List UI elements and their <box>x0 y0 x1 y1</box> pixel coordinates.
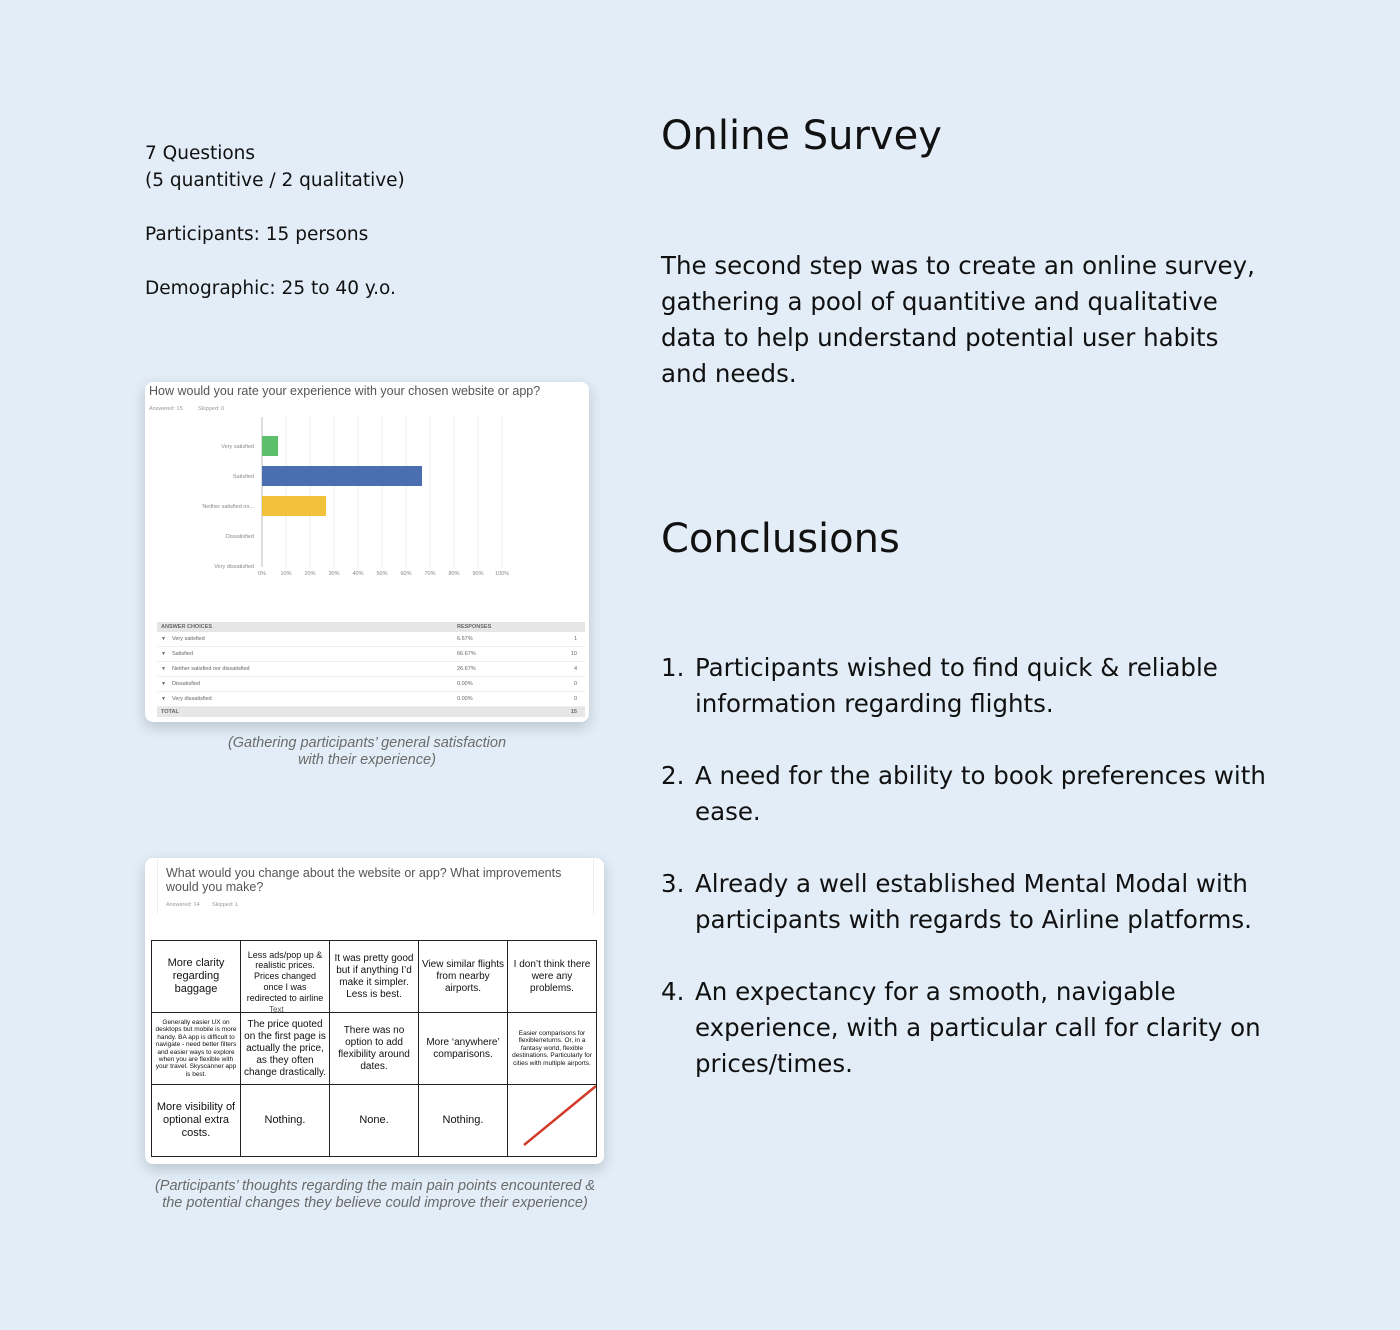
grid-cell: I don’t think there were any problems. <box>508 941 597 1013</box>
bar <box>262 466 422 486</box>
chart-caption <box>145 735 589 769</box>
improvements-card <box>145 858 604 1164</box>
text-label: Text <box>269 1005 284 1015</box>
satisfaction-bar-chart <box>145 382 589 612</box>
caret-down-icon: ▼ <box>161 636 166 642</box>
improvements-question-line2: would you make? <box>166 880 264 894</box>
caret-down-icon: ▼ <box>161 681 166 687</box>
improvements-question <box>166 866 566 894</box>
grid-cell: There was no option to add flexibility around dates. <box>330 1013 419 1085</box>
online-survey-paragraph: The second step was to create an online survey, gathering a pool of quantitive and qualitative data to help understand potential user habits and needs. <box>661 251 1255 388</box>
conclusion-number: 3. <box>661 869 685 898</box>
x-tick-label: 70% <box>424 571 436 577</box>
answer-percent: 0.00% <box>457 681 473 687</box>
answer-row <box>157 692 585 707</box>
answer-table-header <box>157 622 585 632</box>
grid-cell: More ‘anywhere’ comparisons. <box>419 1013 508 1085</box>
answer-percent: 0.00% <box>457 696 473 702</box>
x-tick-label: 10% <box>280 571 292 577</box>
x-tick-label: 80% <box>448 571 460 577</box>
online-survey-title: Online Survey <box>661 113 942 159</box>
improvements-answered: Answered: 14 <box>166 902 200 908</box>
answer-count: 1 <box>573 636 577 642</box>
grid-caption <box>140 1178 610 1212</box>
x-tick-label: 100% <box>494 571 510 577</box>
conclusions-title: Conclusions <box>661 516 900 562</box>
x-tick-label: 20% <box>304 571 316 577</box>
answer-row <box>157 662 585 677</box>
answer-percent: 6.67% <box>457 636 473 642</box>
answer-row <box>157 632 585 647</box>
bar <box>262 436 278 456</box>
answer-count: 10 <box>570 651 577 657</box>
category-label: Neither satisfied no... <box>202 504 254 510</box>
grid-cell-empty <box>508 1085 597 1157</box>
x-tick-label: 40% <box>352 571 364 577</box>
answer-count: 0 <box>573 696 577 702</box>
x-tick-label: 60% <box>400 571 412 577</box>
answer-table <box>157 622 585 717</box>
conclusion-number: 1. <box>661 653 685 682</box>
answer-percent: 26.67% <box>457 666 476 672</box>
category-label: Dissatisfied <box>225 534 254 540</box>
grid-cell: More visibility of optional extra costs. <box>152 1085 241 1157</box>
x-tick-label: 50% <box>376 571 388 577</box>
conclusion-text: An expectancy for a smooth, navigable experience, with a particular call for clarity on prices/times. <box>695 977 1261 1078</box>
conclusion-item <box>661 650 1281 722</box>
questions-count: 7 Questions <box>145 143 256 164</box>
answer-choices-header: ANSWER CHOICES <box>161 624 213 630</box>
total-count: 15 <box>570 709 577 715</box>
conclusion-number: 2. <box>661 761 685 790</box>
caret-down-icon: ▼ <box>161 696 166 702</box>
grid-cell: None. <box>330 1085 419 1157</box>
caret-down-icon: ▼ <box>161 666 166 672</box>
participants-info: Participants: 15 persons <box>145 224 369 245</box>
answer-label: ▼ Very satisfied <box>161 636 205 642</box>
answer-table-total <box>157 707 585 717</box>
satisfaction-chart-card <box>145 382 589 722</box>
grid-cell-text: Less ads/pop up & realistic prices. Prices changed once I was redirected to airline <box>246 949 324 1003</box>
answer-percent: 66.67% <box>457 651 476 657</box>
answer-count: 0 <box>573 681 577 687</box>
answer-count: 4 <box>573 666 577 672</box>
total-label: TOTAL <box>161 709 179 715</box>
improvements-question-line1: What would you change about the website or app? What improvements <box>166 866 562 880</box>
conclusion-text: A need for the ability to book preferences with ease. <box>695 761 1266 826</box>
chart-caption-line2: with their experience) <box>298 752 436 768</box>
grid-caption-line1: (Participants’ thoughts regarding the main pain points encountered & <box>154 1178 596 1194</box>
chart-skipped: Skipped: 0 <box>198 406 224 412</box>
grid-cell: Easier comparisons for flexible/returns. Or, in a fantasy world, flexible destinations. Particularly for cities with multiple airports. <box>508 1013 597 1085</box>
category-label: Very dissatisfied <box>214 564 254 570</box>
answer-row <box>157 647 585 662</box>
conclusion-item <box>661 866 1281 938</box>
grid-caption-line2: the potential changes they believe could improve their experience) <box>162 1195 588 1211</box>
answer-label: ▼ Neither satisfied nor dissatisfied <box>161 666 250 672</box>
conclusions-list <box>661 650 1281 1118</box>
conclusion-text: Already a well established Mental Modal with participants with regards to Airline platforms. <box>695 869 1252 934</box>
questions-info <box>145 140 405 194</box>
grid-cell <box>241 941 330 1013</box>
conclusion-number: 4. <box>661 977 685 1006</box>
x-tick-label: 30% <box>328 571 340 577</box>
category-label: Satisfied <box>232 474 254 480</box>
survey-meta <box>145 140 405 329</box>
x-tick-label: 0% <box>258 571 266 577</box>
grid-cell: View similar flights from nearby airports. <box>419 941 508 1013</box>
answer-label: ▼ Very dissatisfied <box>161 696 212 702</box>
x-tick-label: 90% <box>472 571 484 577</box>
questions-split: (5 quantitive / 2 qualitative) <box>145 170 405 191</box>
grid-cell: More clarity regarding baggage <box>152 941 241 1013</box>
conclusion-item <box>661 974 1281 1082</box>
grid-cell: Generally easier UX on desktops but mobile is more handy. BA app is difficult to navigate - need better filters and easier ways to explore when you are flexible with your travel. Skyscanner app is best. <box>152 1013 241 1085</box>
grid-cell: The price quoted on the first page is actually the price, as they often change drastically. <box>241 1013 330 1085</box>
demographic-info: Demographic: 25 to 40 y.o. <box>145 278 396 299</box>
responses-header: RESPONSES <box>457 624 492 630</box>
improvements-skipped: Skipped: 1 <box>212 902 238 908</box>
chart-answered: Answered: 15 <box>149 406 183 412</box>
improvements-grid <box>151 940 597 1157</box>
conclusion-item <box>661 758 1281 830</box>
caret-down-icon: ▼ <box>161 651 166 657</box>
conclusion-text: Participants wished to find quick & reliable information regarding flights. <box>695 653 1218 718</box>
bar <box>262 496 326 516</box>
answer-row <box>157 677 585 692</box>
answer-label: ▼ Dissatisfied <box>161 681 201 687</box>
answer-label: ▼ Satisfied <box>161 651 194 657</box>
chart-caption-line1: (Gathering participants’ general satisfaction <box>227 735 507 751</box>
grid-cell: Nothing. <box>241 1085 330 1157</box>
grid-cell: It was pretty good but if anything I’d make it simpler. Less is best. <box>330 941 419 1013</box>
chart-question: How would you rate your experience with your chosen website or app? <box>149 384 541 398</box>
category-label: Very satisfied <box>221 444 254 450</box>
grid-cell: Nothing. <box>419 1085 508 1157</box>
strike-line-icon <box>508 1085 596 1156</box>
